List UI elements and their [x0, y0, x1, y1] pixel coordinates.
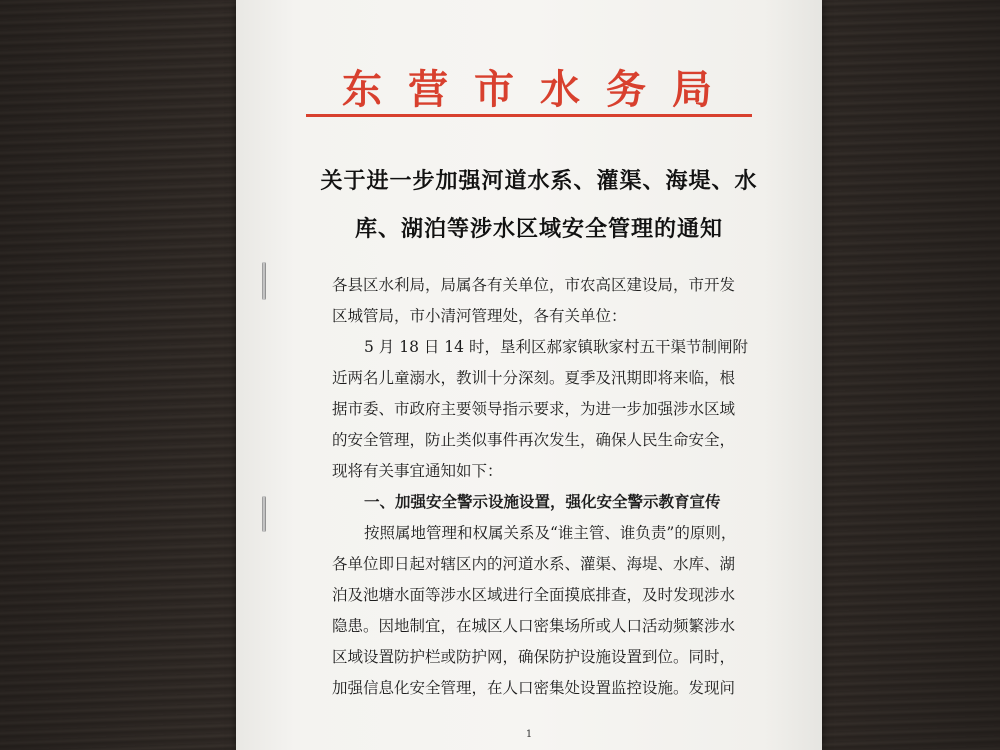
section-heading: 一、加强安全警示设施设置，强化安全警示教育宣传 [364, 493, 721, 511]
paragraph-2 [332, 518, 768, 704]
red-header-rule [306, 114, 752, 117]
body-line: 加强信息化安全管理，在人口密集处设置监控设施。发现问 [332, 679, 736, 697]
body-line: 隐患。因地制宜，在城区人口密集场所或人口活动频繁涉水 [332, 617, 736, 635]
body-line: 5 月 18 日 14 时，垦利区郝家镇耿家村五干渠节制闸附 [364, 338, 748, 356]
paragraph-1 [332, 332, 768, 487]
body-line: 各单位即日起对辖区内的河道水系、灌渠、海堤、水库、湖 [332, 555, 736, 573]
title-line: 库、湖泊等涉水区域安全管理的通知 [354, 217, 723, 242]
title-line: 关于进一步加强河道水系、灌渠、海堤、水 [320, 169, 758, 194]
salutation [332, 270, 768, 332]
document-title [296, 158, 782, 254]
staple-bottom [262, 496, 266, 532]
body-line: 据市委、市政府主要领导指示要求，为进一步加强涉水区域 [332, 400, 736, 418]
body-line: 的安全管理，防止类似事件再次发生，确保人民生命安全， [332, 431, 736, 449]
staple-top [262, 262, 266, 300]
body-line: 各县区水利局，局属各有关单位，市农高区建设局，市开发 [332, 276, 736, 294]
body-line: 区域设置防护栏或防护网，确保防护设施设置到位。同时， [332, 648, 736, 666]
body-line: 按照属地管理和权属关系及“谁主管、谁负责”的原则， [364, 524, 737, 542]
body-line: 近两名儿童溺水，教训十分深刻。夏季及汛期即将来临，根 [332, 369, 736, 387]
document-body [332, 270, 768, 704]
issuing-organization: 东营市水务局 [342, 66, 738, 113]
body-line: 区城管局，市小清河管理处，各有关单位： [332, 307, 627, 325]
document-page [236, 0, 822, 750]
page-number: 1 [525, 729, 533, 740]
body-line: 现将有关事宜通知如下： [332, 462, 503, 480]
body-line: 泊及池塘水面等涉水区域进行全面摸底排查，及时发现涉水 [332, 586, 736, 604]
